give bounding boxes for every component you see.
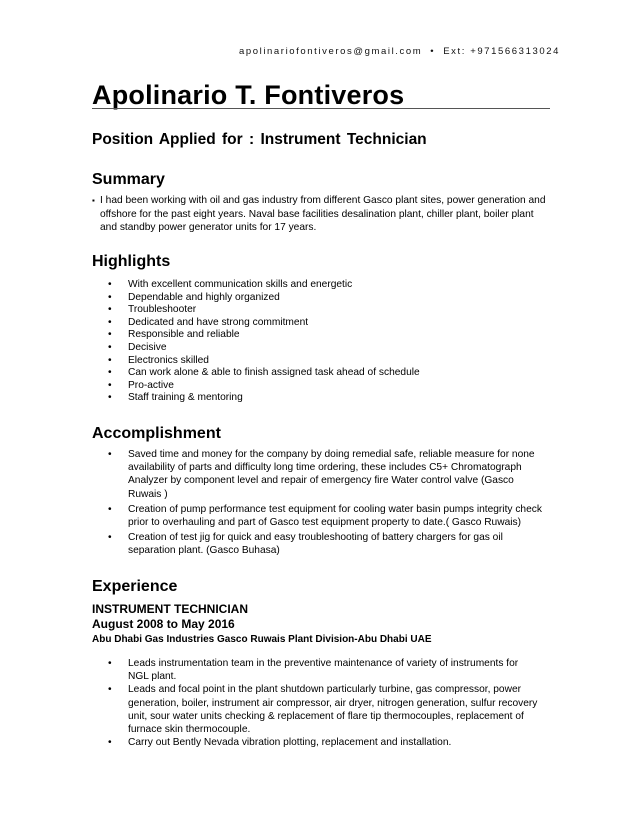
experience-heading: Experience	[92, 578, 178, 595]
list-item: • With excellent communication skills and energetic	[108, 279, 420, 292]
list-item: • Creation of pump performance test equipment for cooling water basin pumps integrity check prior to overhauling and part of Gasco test equipment property to date.( Gasco Ruwais)	[108, 503, 548, 529]
accomplishment-list	[108, 448, 548, 560]
position-applied: Position Applied for : Instrument Technician	[92, 131, 427, 148]
accomplishment-heading: Accomplishment	[92, 425, 221, 442]
list-item: • Leads instrumentation team in the preventive maintenance of variety of instruments for NGL plant.	[108, 657, 538, 683]
header-divider	[92, 108, 550, 109]
email-text: apolinariofontiveros@gmail.com	[238, 46, 423, 57]
list-item: • Leads and focal point in the plant shutdown particularly turbine, gas compressor, power generation, boiler, instrument air compressor, air dryer, nitrogen generation, sulfur recovery unit, sour water units checking & replacement of flare tip thermocouples, replacement of furnace skin thermocouple.	[108, 683, 538, 736]
list-item: • Staff training & mentoring	[108, 392, 420, 405]
list-item: • Electronics skilled	[108, 355, 420, 368]
summary-block	[92, 194, 552, 235]
list-item: • Dedicated and have strong commitment	[108, 317, 420, 330]
list-item: • Responsible and reliable	[108, 329, 420, 342]
highlights-list	[108, 279, 420, 405]
summary-heading: Summary	[92, 171, 165, 188]
list-item: • Carry out Bently Nevada vibration plotting, replacement and installation.	[108, 736, 538, 749]
summary-bullet-icon: ▪	[92, 196, 95, 205]
list-item: • Saved time and money for the company by doing remedial safe, reliable measure for none availability of parts and difficulty long time ordering, these includes C5+ Chromatograph Analyzer by component level and repair of emergency fire Water control valve (Gasco Ruwais )	[108, 448, 548, 501]
list-item: • Creation of test jig for quick and easy troubleshooting of battery chargers for gas oil separation plant. (Gasco Buhasa)	[108, 531, 548, 557]
job-title: INSTRUMENT TECHNICIAN	[92, 602, 248, 616]
list-item: • Dependable and highly organized	[108, 292, 420, 305]
highlights-heading: Highlights	[92, 253, 171, 270]
contact-line	[239, 46, 560, 57]
summary-text: I had been working with oil and gas industry from different Gasco plant sites, power generation and offshore for the past eight years. Naval base facilities desalination plant, chiller plant, boiler plant and standby power generator units for 17 years.	[100, 195, 546, 234]
job-dates: August 2008 to May 2016	[92, 617, 235, 631]
job-company: Abu Dhabi Gas Industries Gasco Ruwais Plant Division-Abu Dhabi UAE	[92, 634, 432, 645]
phone-text: Ext: +971566313024	[443, 46, 560, 57]
list-item: • Pro-active	[108, 380, 420, 393]
list-item: • Can work alone & able to finish assigned task ahead of schedule	[108, 367, 420, 380]
list-item: • Troubleshooter	[108, 304, 420, 317]
candidate-name: Apolinario T. Fontiveros	[92, 80, 405, 110]
list-item: • Decisive	[108, 342, 420, 355]
experience-list	[108, 657, 538, 749]
separator-bullet: •	[430, 46, 436, 57]
